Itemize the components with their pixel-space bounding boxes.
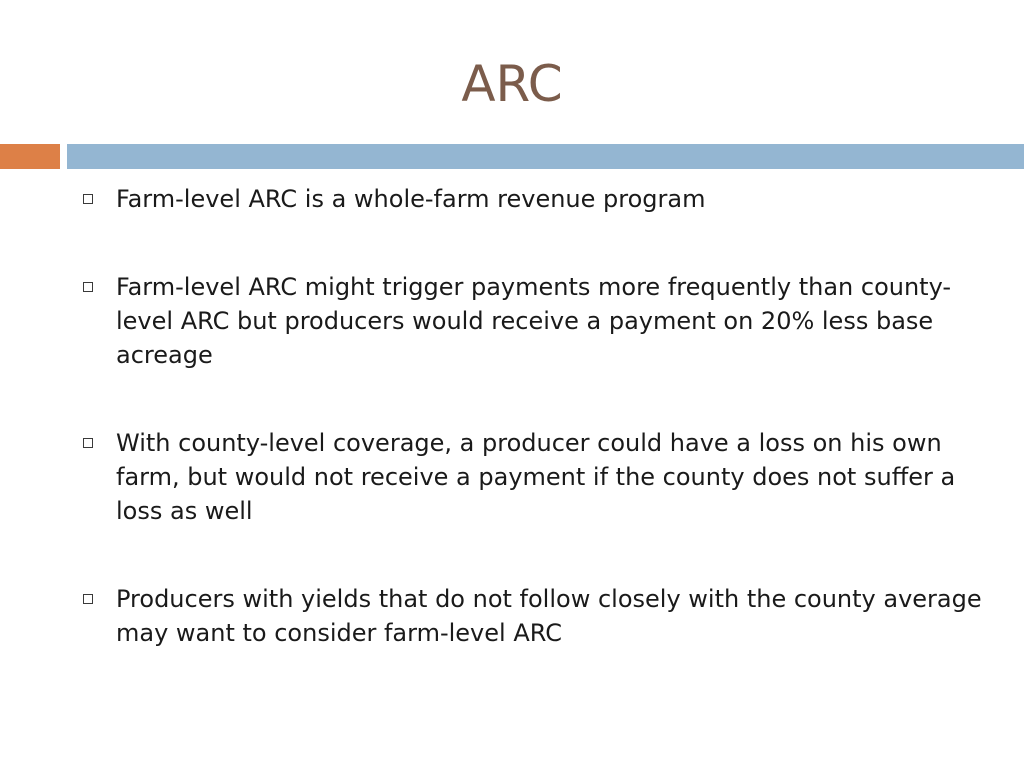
bullet-item: [78, 270, 998, 372]
bullet-text: Producers with yields that do not follow closely with the county average may want to consider farm-level ARC: [116, 585, 982, 647]
bullet-item: [78, 182, 998, 216]
hollow-square-bullet-icon: [83, 594, 93, 604]
bullet-text: Farm-level ARC is a whole-farm revenue program: [116, 185, 706, 213]
hollow-square-bullet-icon: [83, 194, 93, 204]
title-divider-bar: [67, 144, 1024, 169]
bullet-item: [78, 582, 998, 650]
accent-bar: [0, 144, 60, 169]
bullet-list: [78, 182, 998, 704]
hollow-square-bullet-icon: [83, 282, 93, 292]
bullet-item: [78, 426, 998, 528]
bullet-text: Farm-level ARC might trigger payments more frequently than county-level ARC but producers would receive a payment on 20% less base acreage: [116, 273, 952, 369]
slide-title: ARC: [461, 55, 563, 113]
bullet-text: With county-level coverage, a producer could have a loss on his own farm, but would not receive a payment if the county does not suffer a loss as well: [116, 429, 956, 525]
hollow-square-bullet-icon: [83, 438, 93, 448]
